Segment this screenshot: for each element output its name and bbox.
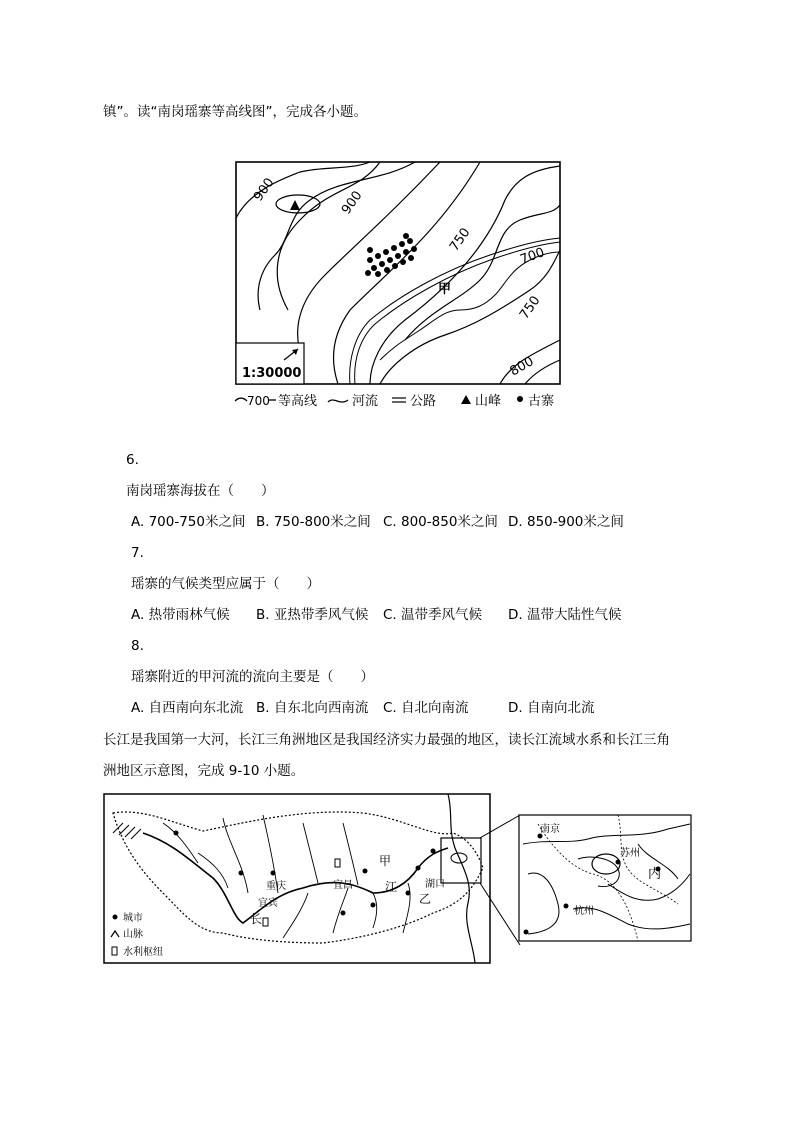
question-6-option-c[interactable]: C. 800-850米之间 [383,514,498,530]
legend-mountain: 山脉 [123,929,143,940]
question-8-number: 8. [131,638,144,654]
question-8-option-d[interactable]: D. 自南向北流 [508,700,595,716]
label-800: 800 [507,354,537,380]
scale-label: 1:30000 [242,366,302,381]
question-7-option-a[interactable]: A. 热带雨林气候 [131,607,230,623]
question-7-option-b[interactable]: B. 亚热带季风气候 [256,607,369,623]
question-7-stem: 瑶寨的气候类型应属于（ ） [131,576,320,592]
question-8-option-c[interactable]: C. 自北向南流 [383,700,469,716]
inset-nei: 内 [648,867,662,882]
inset-suzhou: 苏州 [620,848,640,859]
label-750b: 750 [516,293,544,323]
legend-road: 公路 [410,394,437,409]
passage-line-2: 洲地区示意图，完成 9-10 小题。 [103,763,305,779]
label-jiang: 江 [385,880,398,894]
label-700: 700 [518,245,547,268]
inset-hangzhou: 杭州 [574,906,594,917]
question-8-option-a[interactable]: A. 自西南向东北流 [131,700,244,716]
question-6-option-a[interactable]: A. 700-750米之间 [131,514,246,530]
passage-line-1: 长江是我国第一大河，长江三角洲地区是我国经济实力最强的地区，读长江流域水系和长江三角 [103,732,670,748]
contour-map [230,160,565,415]
question-6-option-d[interactable]: D. 850-900米之间 [508,514,624,530]
city-chongqing: 重庆 [266,881,286,892]
legend-contour-value: 700 [247,394,270,408]
legend-river: 河流 [352,394,379,409]
question-6-number: 6. [126,452,139,468]
intro-text: 镇”。读“南岗瑶寨等高线图”，完成各小题。 [103,104,367,120]
question-7-option-c[interactable]: C. 温带季风气候 [383,607,483,623]
label-900b: 900 [338,188,366,218]
question-8-option-b[interactable]: B. 自东北向西南流 [256,700,369,716]
question-7-option-d[interactable]: D. 温带大陆性气候 [508,607,622,623]
label-jia: 甲 [438,282,452,297]
question-7-number: 7. [131,545,144,561]
legend-contour: 等高线 [278,394,318,409]
label-900a: 900 [250,175,278,205]
label-yi: 乙 [419,892,432,906]
question-8-stem: 瑶寨附近的甲河流的流向主要是（ ） [131,669,374,685]
city-hukou: 湖口 [425,879,445,890]
legend-hub: 水利枢纽 [123,947,163,958]
question-6-option-b[interactable]: B. 750-800米之间 [256,514,371,530]
map1-legend [235,393,554,409]
question-6-stem: 南岗瑶寨海拔在（ ） [126,483,275,499]
city-yibin: 宜宾 [258,898,278,909]
delta-inset-map [518,814,692,942]
label-chang: 长 [250,912,263,926]
label-750a: 750 [446,225,474,255]
legend-village: 古寨 [528,394,555,409]
label-jia-2: 甲 [379,854,392,868]
city-yichang: 宜昌 [333,880,353,891]
inset-nanjing: 南京 [540,824,560,835]
legend-city: 城市 [123,913,143,924]
legend-peak: 山峰 [475,394,502,409]
yangtze-basin-map [103,793,491,964]
